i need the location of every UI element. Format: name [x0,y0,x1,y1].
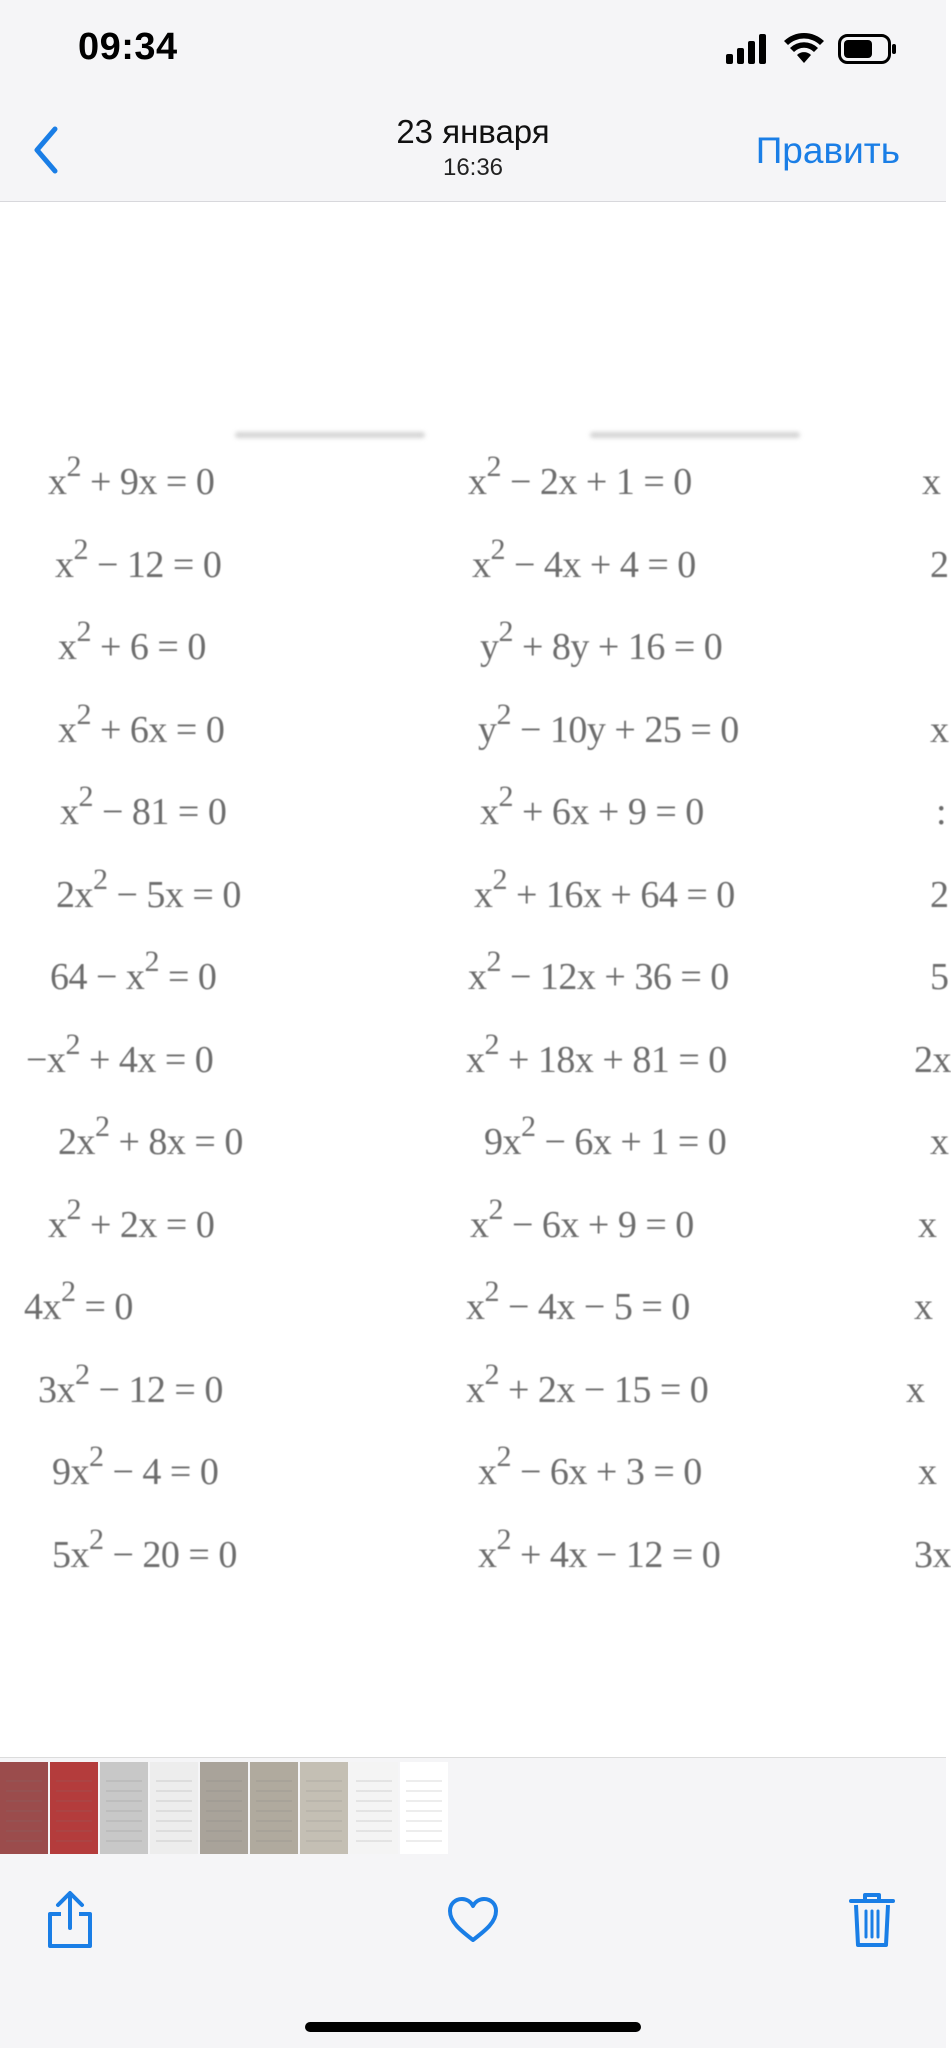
photo-time: 16:36 [442,154,504,181]
equation: x [930,708,949,751]
navigation-bar [0,100,946,202]
thumb-notes-3[interactable] [300,1762,348,1854]
status-time: 09:34 [78,26,178,68]
equation: 2 [930,873,949,916]
equation: $x^2 - 12x + 36 = 0$ [468,945,729,998]
scan-artifact [590,432,800,438]
thumbnail-content [6,1772,42,1844]
equation: $9x^2 - 6x + 1 = 0$ [484,1110,727,1163]
equation: $x^2 - 6x + 3 = 0$ [478,1440,702,1493]
thumbnail-strip[interactable] [0,1757,946,1858]
equation: x [914,1286,933,1328]
thumb-photo-person[interactable] [0,1762,48,1854]
thumbnail-content [106,1772,142,1844]
equation: x [918,1203,937,1246]
favorite-button[interactable] [433,1880,513,1960]
heart-icon [446,1896,500,1944]
equation: x [922,461,941,503]
bottom-toolbar [0,1858,946,2048]
equation: x [906,1368,925,1411]
equation: $x^2 - 81 = 0$ [60,780,227,833]
thumb-notes[interactable] [200,1762,248,1854]
equation: $y^2 - 10y + 25 = 0$ [478,697,739,751]
equation: $y^2 + 8y + 16 = 0$ [480,615,723,668]
photo-viewer[interactable] [0,202,951,1757]
equation: $3x^2 - 12 = 0$ [38,1357,223,1411]
equation: $x^2 + 2x - 15 = 0$ [466,1357,709,1411]
equation: : [936,791,947,833]
thumbnail-content [206,1772,242,1844]
equation: x [930,1121,949,1163]
status-bar [0,0,946,100]
thumbnail-content [306,1772,342,1844]
home-indicator [305,2022,641,2032]
wifi-icon [784,34,824,69]
thumbnail-content [256,1772,292,1844]
equation: $x^2 - 4x + 4 = 0$ [472,532,696,586]
thumb-worksheet[interactable] [350,1762,398,1854]
thumbnail-content [156,1772,192,1844]
photo-date: 23 января [396,113,550,150]
thumb-shoes[interactable] [50,1762,98,1854]
trash-icon [848,1891,896,1949]
equation: $x^2 + 9x = 0$ [48,450,215,503]
thumb-shoes-2[interactable] [100,1762,148,1854]
equation: $-x^2 + 4x = 0$ [26,1027,214,1081]
equation: 2x [914,1038,951,1081]
equation: $4x^2 = 0$ [24,1275,133,1328]
equation: $x^2 + 4x - 12 = 0$ [478,1522,721,1576]
status-icons [726,34,898,69]
equation: $9x^2 - 4 = 0$ [52,1440,219,1493]
share-button[interactable] [30,1880,110,1960]
equation: $x^2 + 18x + 81 = 0$ [466,1027,727,1081]
equation: $x^2 + 2x = 0$ [48,1192,215,1246]
thumb-worksheet-current[interactable] [400,1762,448,1854]
share-icon [44,1890,96,1950]
equation: $x^2 - 2x + 1 = 0$ [468,450,692,503]
thumbnail-content [56,1772,92,1844]
equation: x [918,1451,937,1493]
equation: $x^2 + 6x + 9 = 0$ [480,780,704,833]
equation: $64 - x^2 = 0$ [50,945,217,998]
battery-icon [838,34,898,69]
equation: $x^2 + 6x = 0$ [58,697,225,751]
equation: $2x^2 + 8x = 0$ [58,1110,243,1163]
equation: $x^2 + 6 = 0$ [58,615,206,668]
delete-button[interactable] [832,1880,912,1960]
equation: $x^2 + 16x + 64 = 0$ [474,862,735,916]
equation: $x^2 - 6x + 9 = 0$ [470,1192,694,1246]
equation: 3x [914,1533,951,1576]
scan-artifact [235,432,425,438]
equation: 5 [930,956,949,998]
equation: $x^2 - 4x - 5 = 0$ [466,1275,690,1328]
thumb-notes-2[interactable] [250,1762,298,1854]
equation: $5x^2 - 20 = 0$ [52,1522,237,1576]
cellular-signal-icon [726,34,770,69]
thumbnail-content [406,1772,442,1844]
thumb-bag[interactable] [150,1762,198,1854]
edit-button[interactable]: Править [755,130,900,171]
equation: $2x^2 - 5x = 0$ [56,862,241,916]
equation: $x^2 - 12 = 0$ [55,532,222,586]
thumbnail-content [356,1772,392,1844]
equation: 2 [930,543,949,586]
